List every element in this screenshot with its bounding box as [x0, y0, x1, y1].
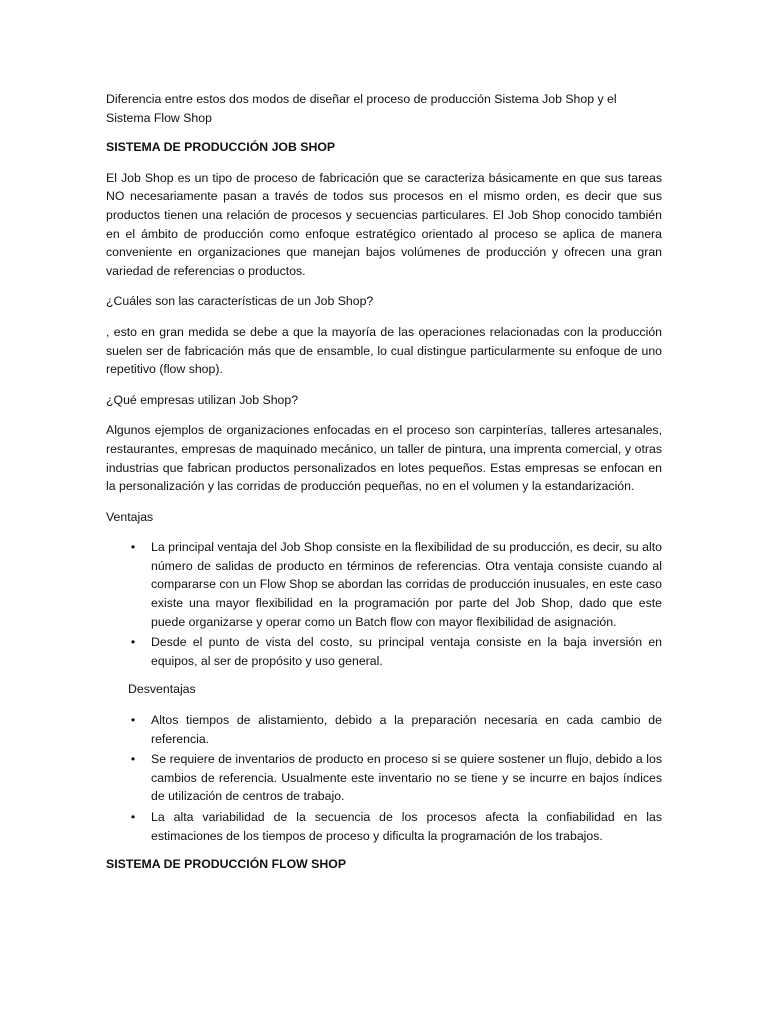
bullet-icon: • — [130, 752, 136, 767]
job-shop-definition-paragraph: El Job Shop es un tipo de proceso de fabricación que se caracteriza básicamente en que sus tareas NO necesariamente pasan a través de todos sus procesos en el mismo orden, es decir que sus productos tienen una relación de procesos y secuencias particulares. El Job Shop conocido también en el ámbito de producción como enfoque estratégico orientado al proceso se aplica de manera conveniente en organizaciones que manejan bajos volúmenes de producción y ofrecen una gran variedad de referencias o productos. — [106, 170, 662, 278]
list-item — [106, 750, 662, 806]
bullet-icon: • — [130, 540, 136, 555]
disadvantages-list — [106, 711, 662, 845]
advantages-list — [106, 538, 662, 670]
intro-title: Diferencia entre estos dos modos de diseñar el proceso de producción Sistema Job Shop y el Sistema Flow Shop — [106, 92, 617, 125]
list-item — [106, 711, 662, 748]
list-item — [106, 538, 662, 631]
disadvantage-text: Altos tiempos de alistamiento, debido a la preparación necesaria en cada cambio de referencia. — [151, 713, 662, 746]
advantage-text: Desde el punto de vista del costo, su principal ventaja consiste en la baja inversión en equipos, al ser de propósito y uso general. — [151, 635, 662, 668]
question-characteristics: ¿Cuáles son las características de un Job Shop? — [106, 294, 374, 309]
section-heading-job-shop: SISTEMA DE PRODUCCIÓN JOB SHOP — [106, 140, 336, 155]
advantage-text: La principal ventaja del Job Shop consiste en la flexibilidad de su producción, es decir, su alto número de salidas de producto en términos de referencias. Otra ventaja consiste cuando al compararse con un Flow Shop se abordan las corridas de producción inusuales, en este caso existe una mayor flexibilidad en la programación por parte del Job Shop, dado que este puede organizarse y operar como un Batch flow con mayor flexibilidad de asignación. — [151, 540, 662, 629]
section-heading-flow-shop: SISTEMA DE PRODUCCIÓN FLOW SHOP — [106, 857, 347, 872]
bullet-icon: • — [130, 713, 136, 728]
disadvantage-text: Se requiere de inventarios de producto en proceso si se quiere sostener un flujo, debido a los cambios de referencia. Usualmente este inventario no se tiene y se incurre en bajos índices de utilización de centros de trabajo. — [151, 752, 662, 804]
answer-characteristics-paragraph: , esto en gran medida se debe a que la mayoría de las operaciones relacionadas con la producción suelen ser de fabricación más que de ensamble, lo cual distingue particularmente su enfoque de uno repetitivo (flow shop). — [106, 324, 662, 377]
list-item — [106, 633, 662, 670]
disadvantage-text: La alta variabilidad de la secuencia de los procesos afecta la confiabilidad en las estimaciones de los tiempos de proceso y dificulta la programación de los trabajos. — [151, 810, 662, 843]
disadvantages-label: Desventajas — [128, 682, 196, 697]
document-page — [106, 90, 662, 886]
list-item — [106, 808, 662, 845]
advantages-label: Ventajas — [106, 509, 154, 524]
answer-companies-paragraph: Algunos ejemplos de organizaciones enfocadas en el proceso son carpinterías, talleres artesanales, restaurantes, empresas de maquinado mecánico, un taller de pintura, una imprenta comercial, y otras industrias que fabrican productos personalizados en lotes pequeños. Estas empresas se enfocan en la personalización y las corridas de producción pequeñas, no en el volumen y la estandarización. — [106, 423, 662, 494]
question-companies: ¿Qué empresas utilizan Job Shop? — [106, 392, 299, 407]
bullet-icon: • — [130, 810, 136, 824]
bullet-icon: • — [130, 635, 136, 650]
